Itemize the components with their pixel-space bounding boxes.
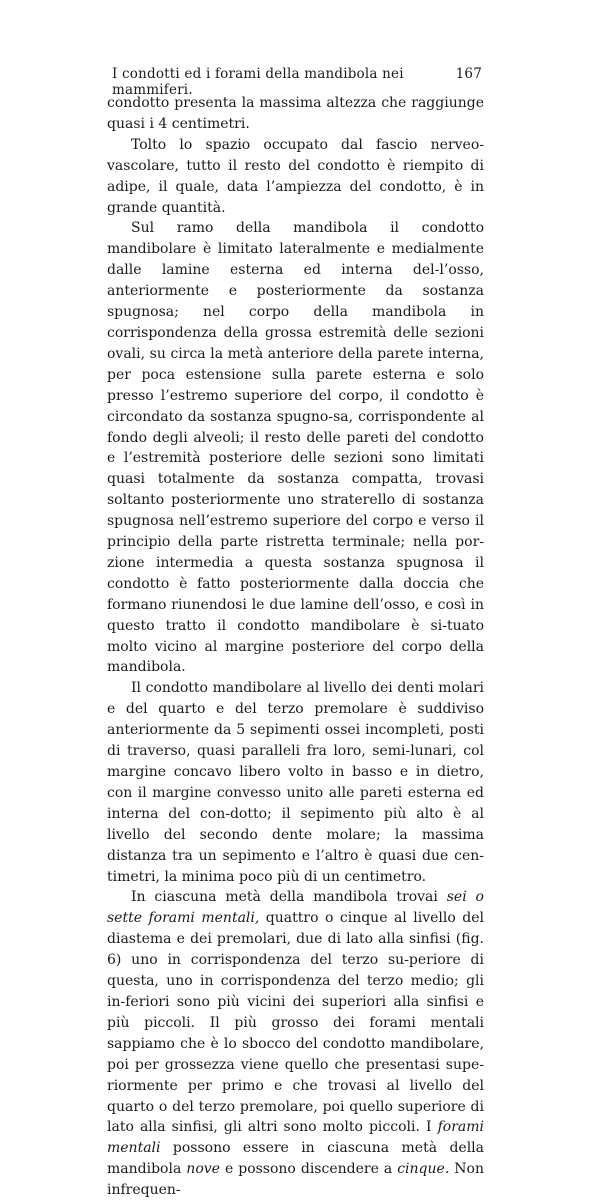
- paragraph: Tolto lo spazio occupato dal fascio nerveo-vascolare, tutto il resto del condotto è riempito di adipe, il quale, data l’ampiezza del condotto, è in grande quantità.: [107, 136, 484, 216]
- text-run: e possono discendere a: [219, 1161, 398, 1178]
- italic-term: nove: [186, 1161, 220, 1178]
- running-title: I condotti ed i forami della mandibola nei mammiferi.: [112, 66, 404, 98]
- italic-term: forami mentali: [107, 1119, 484, 1157]
- paragraph: Sul ramo della mandibola il condotto mandibolare è limitato lateralmente e medialmente dalle lamine esterna ed interna del-l’osso, anteriormente e posteriormente da sostanza spugnosa; nel corpo della mandibola in corrispondenza della grossa estremità delle sezioni ovali, su circa la metà anteriore della parete interna, per poca estensione sulla parete esterna e solo presso l’estremo superiore del corpo, il condotto è circondato da sostanza spugno-sa, corrispondente al fondo degli alveoli; il resto delle pareti del condotto e l’estremità posteriore delle sezioni sono limitati quasi totalmente da sostanza compatta, trovasi soltanto posteriormente uno straterello di sostanza spugnosa nell’estremo superiore del corpo e verso il principio della parte ristretta terminale; nella por-zione intermedia a questa sostanza spugnosa il condotto è fatto posteriormente dalla doccia che formano riunendosi le due lamine dell’osso, e così in questo tratto il condotto mandibolare è si-tuato molto vicino al margine posteriore del corpo della mandibola.: [107, 220, 484, 676]
- text-run: possono essere in ciascuna metà della mandibola: [107, 1140, 484, 1178]
- body-text: [107, 93, 484, 1201]
- italic-term: sei o sette forami mentali,: [107, 889, 484, 927]
- text-run: Non infrequen-: [107, 1161, 484, 1199]
- text-run: quattro o cinque al livello del diastema e dei premolari, due di lato alla sinfisi (fig. 6) uno in corrispondenza del terzo su-periore di questa, uno in corrispondenza del terzo medio; gli in-feriori sono più vicini dei superiori alla sinfisi e più piccoli. Il più grosso dei forami mentali sappiamo che è lo sbocco del condotto mandibolare, poi per grossezza viene quello che presentasi supe-riormente per primo e che trovasi al livello del quarto o del terzo premolare, poi quello superiore di lato alla sinfisi, gli altri sono molto piccoli. I: [107, 910, 485, 1136]
- paragraph: Il condotto mandibolare al livello dei denti molari e del quarto e del terzo premolare è suddiviso anteriormente da 5 sepimenti ossei incompleti, posti di traverso, quasi paralleli fra loro, semi-lunari, col margine concavo libero volto in basso e in dietro, con il margine convesso unito alle pareti esterna ed interna del con-dotto; il sepimento più alto è al livello del secondo dente molare; la massima distanza tra un sepimento e l’altro è quasi due cen-timetri, la minima poco più di un centimetro.: [107, 680, 484, 885]
- paragraph-forami: [107, 887, 484, 1201]
- paragraph-continued: condotto presenta la massima altezza che raggiunge quasi i 4 centimetri.: [107, 95, 484, 132]
- italic-term: cinque.: [397, 1161, 450, 1178]
- page-number: 167: [455, 66, 482, 82]
- text-run: In ciascuna metà della mandibola trovai: [131, 889, 447, 906]
